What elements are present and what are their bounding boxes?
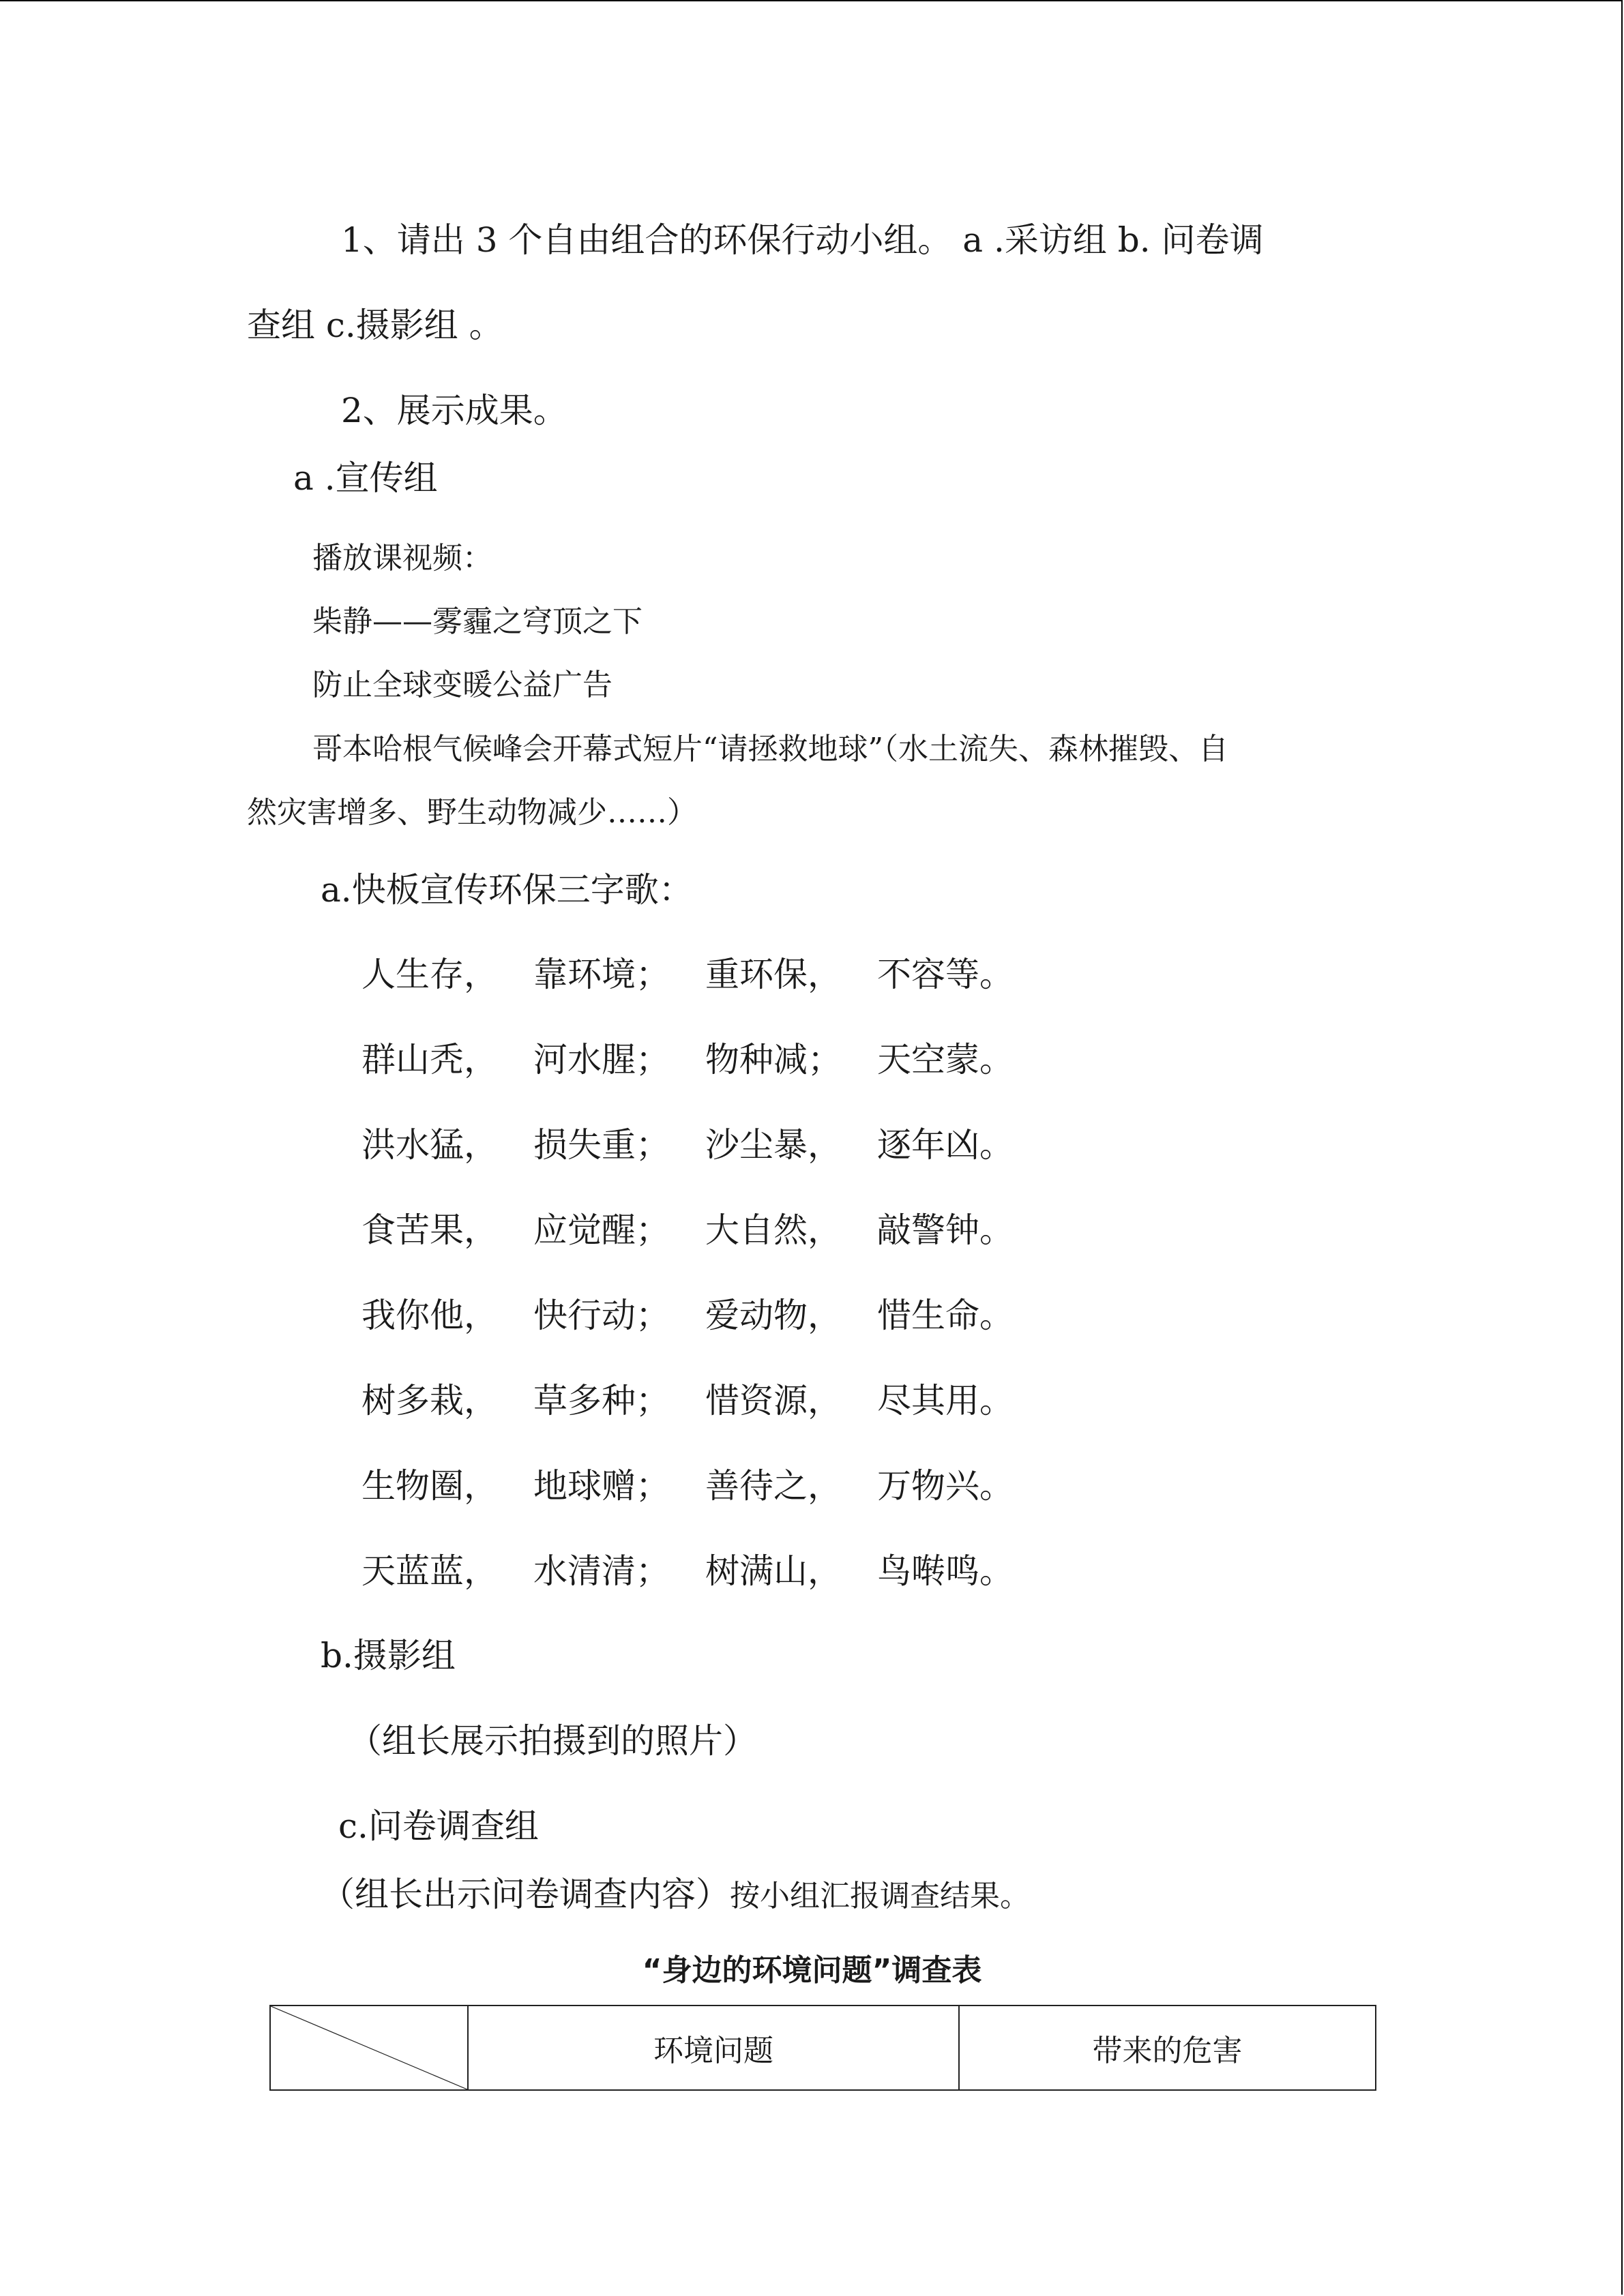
song-phrase: 靠环境； [533,955,670,994]
song-phrase: 群山秃， [361,1040,498,1079]
song-phrase: 河水腥； [533,1040,670,1079]
song-phrase: 草多种； [533,1381,670,1420]
header-environment-problem: 环境问题 [468,2006,959,2090]
song-phrase: 爱动物， [705,1296,842,1335]
survey-note-main: （组长出示问卷调查内容） [321,1875,730,1914]
song-phrase: 敲警钟。 [877,1210,1014,1250]
video-item-3-line2: 然灾害增多、野生动物减少……） [247,795,697,830]
song-phrase: 生物圈， [361,1466,498,1506]
song-phrase: 不容等。 [877,955,1014,994]
song-phrase: 损失重； [533,1125,670,1165]
video-label: 播放课视频： [312,541,492,576]
song-phrase: 食苦果， [361,1210,498,1250]
song-phrase: 善待之， [705,1466,842,1506]
song-phrase: 快行动； [533,1296,670,1335]
header-harm: 带来的危害 [959,2006,1376,2090]
song-phrase: 尽其用。 [877,1381,1014,1420]
song-phrase: 逐年凶。 [877,1125,1014,1165]
song-phrase: 地球赠； [533,1466,670,1506]
table-header-row [270,2006,1376,2090]
song-phrase: 水清清； [533,1551,670,1591]
song-phrase: 惜生命。 [877,1296,1014,1335]
song-phrase: 重环保， [705,955,842,994]
song-phrase: 天空蒙。 [877,1040,1014,1079]
photo-note: （组长展示拍摄到的照片） [348,1721,757,1761]
song-phrase: 鸟啭鸣。 [877,1551,1014,1591]
song-phrase: 应觉醒； [533,1210,670,1250]
song-phrase: 万物兴。 [877,1466,1014,1506]
item2: 2、展示成果。 [341,391,567,430]
song-phrase: 大自然， [705,1210,842,1250]
song-phrase: 物种减； [705,1040,842,1079]
song-phrase: 树多栽， [361,1381,498,1420]
item1-line2: 查组 c.摄影组 。 [247,305,503,345]
song-phrase: 沙尘暴， [705,1125,842,1165]
item1-line1: 1、请出 3 个自由组合的环保行动小组。 a .采访组 b. 问卷调 [341,220,1264,260]
song-heading: a.快板宣传环保三字歌： [321,870,693,910]
video-item-1: 柴静——雾霾之穹顶之下 [312,604,643,639]
video-item-2: 防止全球变暖公益广告 [312,668,612,702]
song-phrase: 惜资源， [705,1381,842,1420]
video-item-3-line1: 哥本哈根气候峰会开幕式短片“请拯救地球”（水土流失、森林摧毁、自 [312,732,1228,766]
song-phrase: 人生存， [361,955,498,994]
song-phrase: 我你他， [361,1296,498,1335]
diagonal-line [271,2006,467,2089]
survey-heading: c.问卷调查组 [338,1806,539,1846]
song-phrase: 树满山， [705,1551,842,1591]
photo-heading: b.摄影组 [321,1636,456,1675]
diagonal-header-cell [270,2006,468,2090]
publicity-heading: a .宣传组 [293,458,438,498]
song-phrase: 天蓝蓝， [361,1551,498,1591]
survey-note [321,1875,1030,1914]
song-phrase: 洪水猛， [361,1125,498,1165]
table-title: “身边的环境问题”调查表 [642,1953,982,1988]
survey-table [269,2005,1376,2091]
survey-note-tail: 按小组汇报调查结果。 [730,1879,1030,1913]
